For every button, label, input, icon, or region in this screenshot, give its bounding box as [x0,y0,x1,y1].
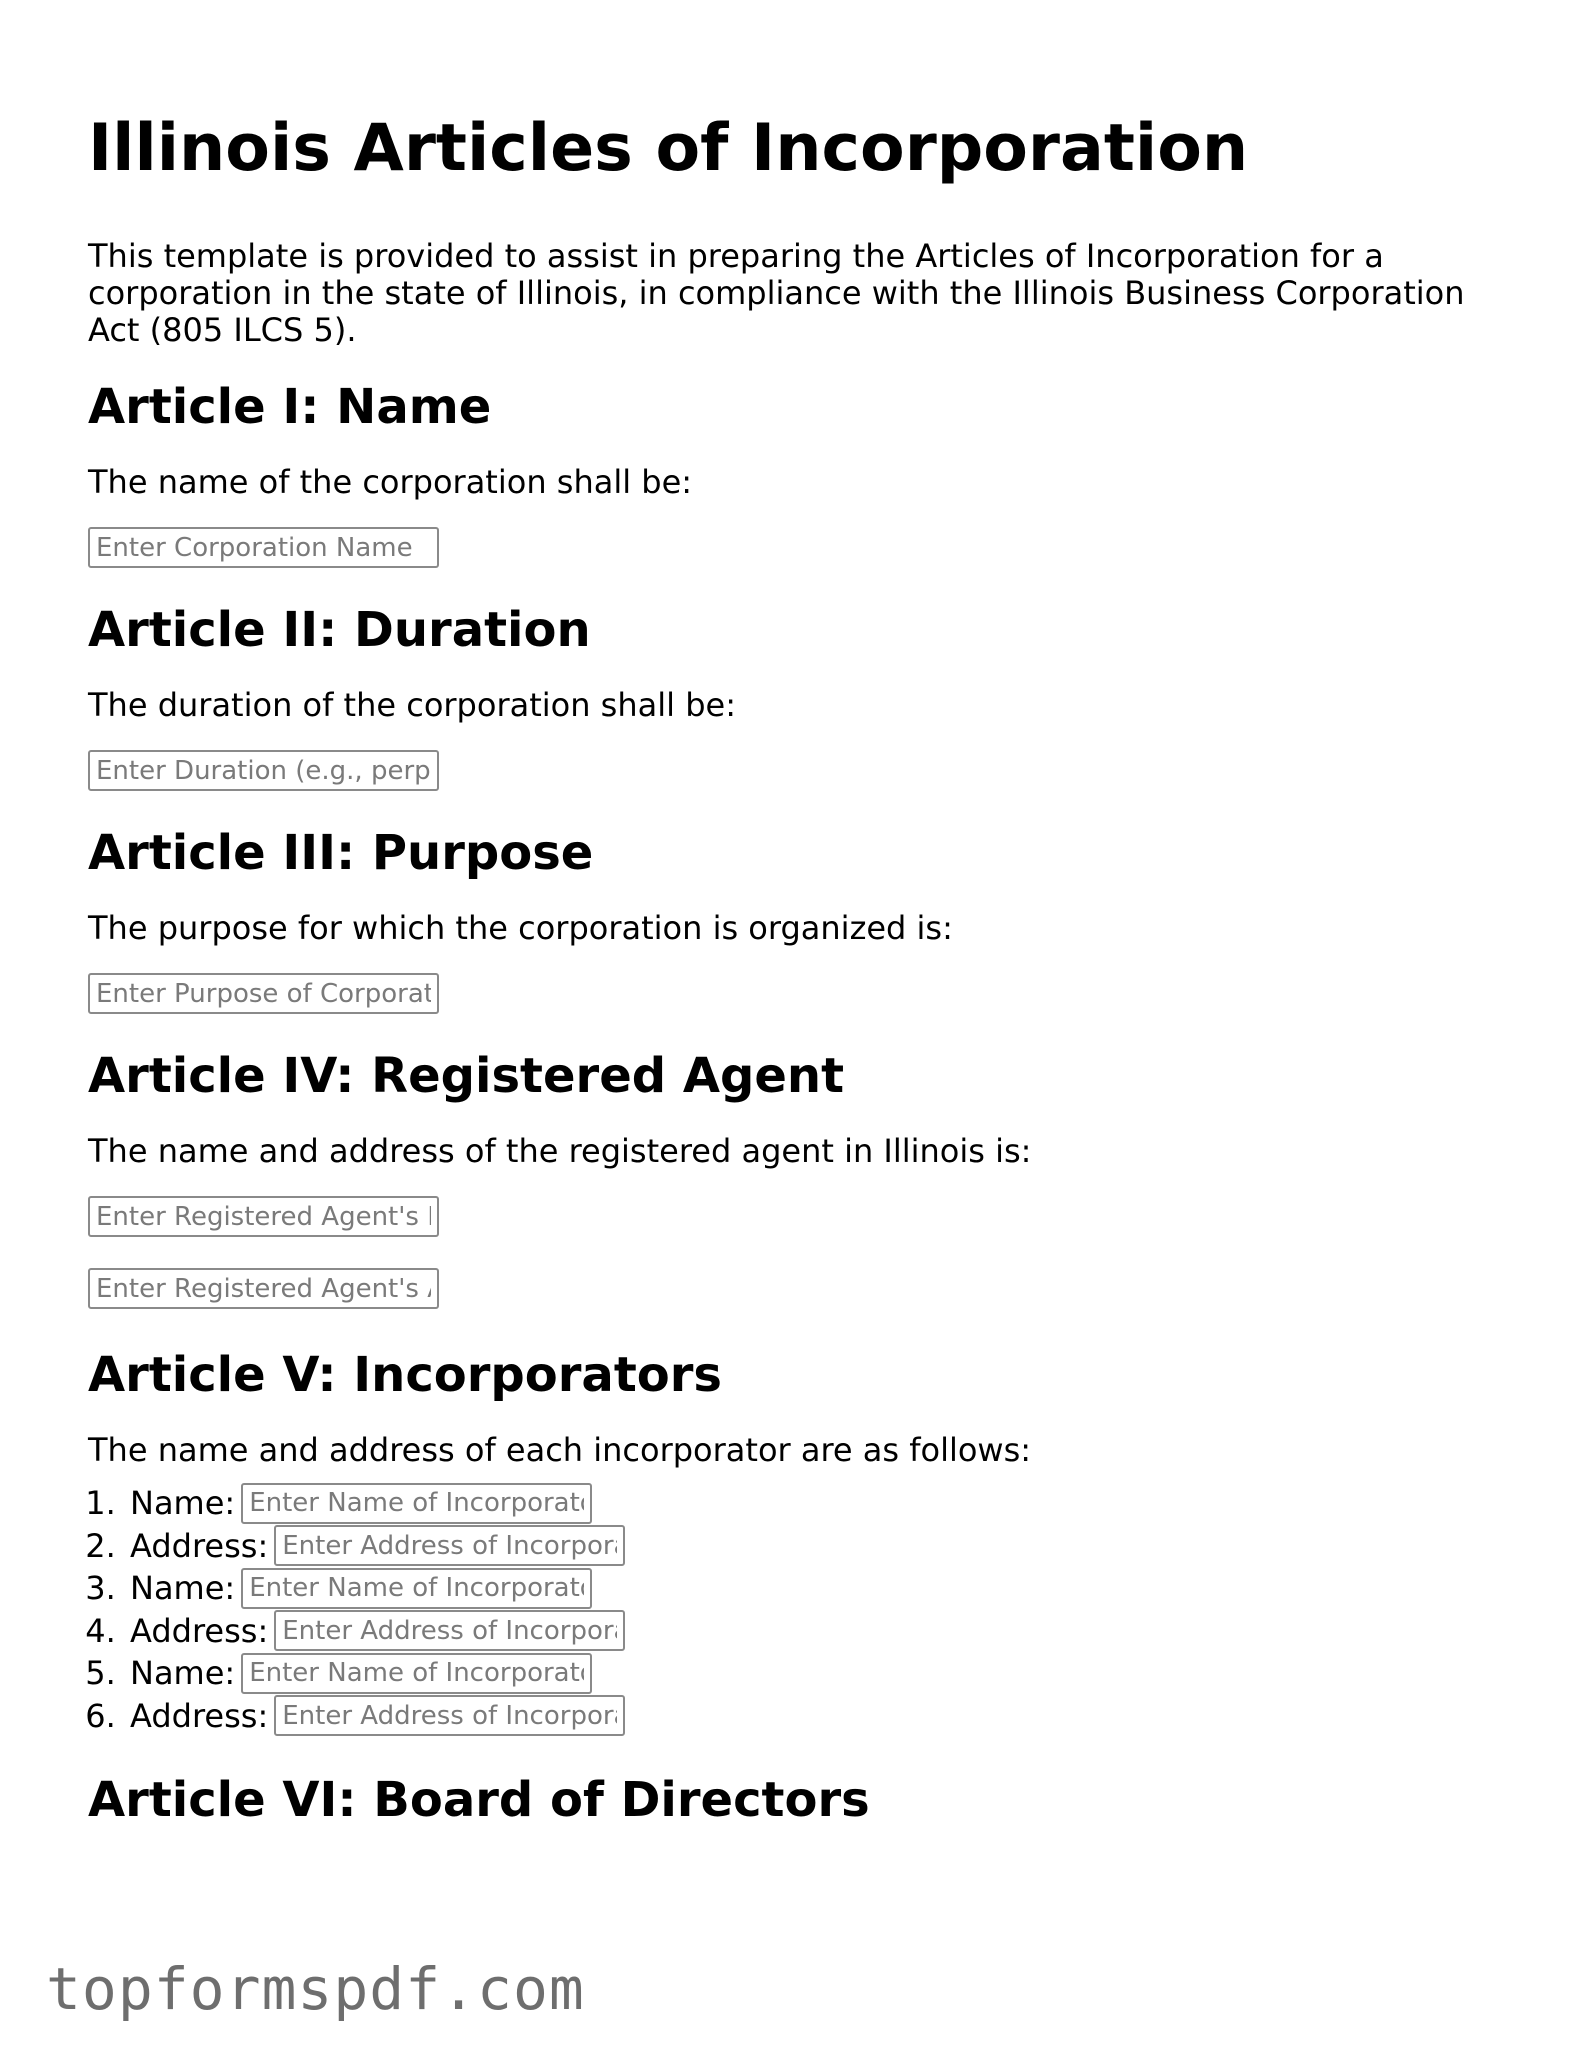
incorporator-2-address-item [126,1611,1508,1654]
incorporator-3-address-item [126,1696,1508,1739]
incorporator-1-address-item [126,1526,1508,1569]
watermark-logo: topformspdf.com [46,1955,585,2023]
article-5-heading: Article V: Incorporators [88,1347,722,1403]
incorporators-list [88,1483,1508,1738]
article-1-heading: Article I: Name [88,379,492,435]
registered-agent-address-input[interactable] [88,1268,439,1309]
intro-paragraph: This template is provided to assist in preparing the Articles of Incorporation for a corporation in the state of Illinois, in compliance with the Illinois Business Corporation Act (805 ILCS 5). [88,237,1465,349]
article-4-heading: Article IV: Registered Agent [88,1048,845,1104]
article-3-heading: Article III: Purpose [88,825,594,881]
incorporator-1-name-item [126,1483,1508,1526]
incorporator-2-name-item [126,1568,1508,1611]
incorporator-field-label: Name: [130,1484,236,1522]
incorporator-field-label: Address: [130,1526,269,1565]
incorporator-3-name-input[interactable] [241,1653,592,1694]
page-title: Illinois Articles of Incorporation [88,111,1249,186]
incorporator-field-label: Address: [130,1696,269,1735]
article-2-heading: Article II: Duration [88,602,591,658]
incorporator-2-name-input[interactable] [241,1568,592,1609]
article-2-lead: The duration of the corporation shall be: [88,686,736,724]
incorporator-field-label: Name: [130,1654,236,1692]
registered-agent-name-input[interactable] [88,1196,439,1237]
article-3-lead: The purpose for which the corporation is organized is: [88,909,953,947]
incorporator-3-address-input[interactable] [274,1695,625,1736]
article-1-lead: The name of the corporation shall be: [88,463,693,501]
document-page [88,0,1508,1828]
corporation-name-input[interactable] [88,527,439,568]
article-5-lead: The name and address of each incorporator are as follows: [88,1431,1032,1469]
incorporator-1-address-input[interactable] [274,1525,625,1566]
purpose-input[interactable] [88,973,439,1014]
incorporator-2-address-input[interactable] [274,1610,625,1651]
duration-input[interactable] [88,750,439,791]
incorporator-field-label: Address: [130,1611,269,1650]
article-6-heading: Article VI: Board of Directors [88,1772,870,1828]
incorporator-3-name-item [126,1653,1508,1696]
incorporator-field-label: Name: [130,1569,236,1607]
incorporator-1-name-input[interactable] [241,1483,592,1524]
article-4-lead: The name and address of the registered agent in Illinois is: [88,1132,1032,1170]
